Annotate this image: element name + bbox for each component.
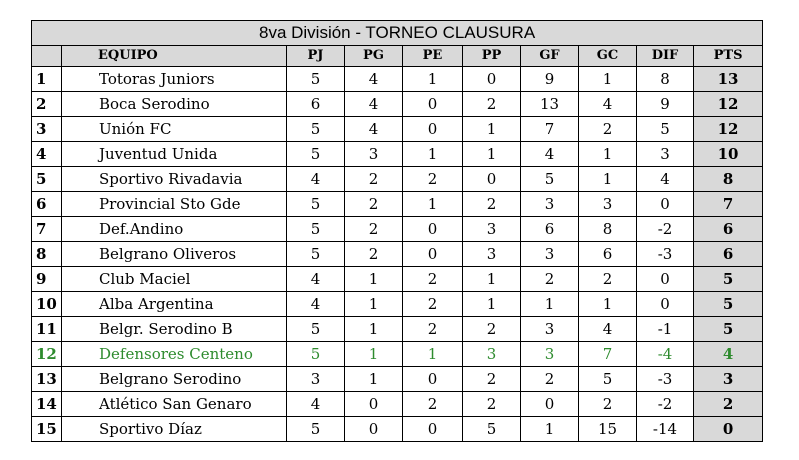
points-cell: 3	[694, 367, 763, 392]
position-cell: 14	[32, 392, 62, 417]
lost-cell: 5	[463, 417, 521, 442]
played-cell: 5	[287, 342, 345, 367]
table-row	[32, 142, 763, 167]
lost-cell: 3	[463, 242, 521, 267]
played-cell: 4	[287, 292, 345, 317]
standings-table	[31, 20, 763, 442]
goals-for-cell: 7	[521, 117, 579, 142]
goal-difference-cell: 5	[637, 117, 694, 142]
goals-for-cell: 0	[521, 392, 579, 417]
team-name-cell: Alba Argentina	[62, 292, 287, 317]
goals-against-cell: 8	[579, 217, 637, 242]
lost-cell: 0	[463, 167, 521, 192]
goals-against-cell: 1	[579, 292, 637, 317]
team-name-cell: Juventud Unida	[62, 142, 287, 167]
won-cell: 4	[345, 117, 403, 142]
position-cell: 9	[32, 267, 62, 292]
table-row	[32, 317, 763, 342]
played-cell: 5	[287, 142, 345, 167]
lost-cell: 2	[463, 192, 521, 217]
table-row	[32, 367, 763, 392]
header-lost: PP	[463, 46, 521, 67]
team-name-cell: Def.Andino	[62, 217, 287, 242]
points-cell: 5	[694, 317, 763, 342]
table-row	[32, 417, 763, 442]
points-cell: 10	[694, 142, 763, 167]
table-row	[32, 67, 763, 92]
team-name-cell: Unión FC	[62, 117, 287, 142]
points-cell: 2	[694, 392, 763, 417]
table-row	[32, 167, 763, 192]
lost-cell: 2	[463, 92, 521, 117]
goal-difference-cell: -2	[637, 392, 694, 417]
goal-difference-cell: 0	[637, 192, 694, 217]
played-cell: 5	[287, 242, 345, 267]
standings-body	[32, 67, 763, 442]
team-name-cell: Belgrano Oliveros	[62, 242, 287, 267]
drawn-cell: 0	[403, 92, 463, 117]
points-cell: 5	[694, 267, 763, 292]
played-cell: 5	[287, 117, 345, 142]
points-cell: 12	[694, 117, 763, 142]
points-cell: 6	[694, 217, 763, 242]
table-row	[32, 342, 763, 367]
goals-against-cell: 2	[579, 267, 637, 292]
played-cell: 4	[287, 267, 345, 292]
goals-for-cell: 13	[521, 92, 579, 117]
team-name-cell: Provincial Sto Gde	[62, 192, 287, 217]
points-cell: 13	[694, 67, 763, 92]
team-name-cell: Sportivo Rivadavia	[62, 167, 287, 192]
lost-cell: 0	[463, 67, 521, 92]
goals-against-cell: 1	[579, 167, 637, 192]
played-cell: 5	[287, 192, 345, 217]
header-team: EQUIPO	[62, 46, 287, 67]
lost-cell: 2	[463, 367, 521, 392]
position-cell: 11	[32, 317, 62, 342]
goal-difference-cell: 0	[637, 267, 694, 292]
won-cell: 0	[345, 417, 403, 442]
team-name-cell: Boca Serodino	[62, 92, 287, 117]
table-row	[32, 217, 763, 242]
played-cell: 4	[287, 167, 345, 192]
won-cell: 4	[345, 92, 403, 117]
goals-for-cell: 3	[521, 192, 579, 217]
points-cell: 8	[694, 167, 763, 192]
lost-cell: 1	[463, 267, 521, 292]
header-won: PG	[345, 46, 403, 67]
position-cell: 6	[32, 192, 62, 217]
goals-for-cell: 1	[521, 292, 579, 317]
table-row	[32, 192, 763, 217]
played-cell: 5	[287, 317, 345, 342]
position-cell: 12	[32, 342, 62, 367]
goals-for-cell: 6	[521, 217, 579, 242]
drawn-cell: 2	[403, 167, 463, 192]
lost-cell: 2	[463, 392, 521, 417]
header-played: PJ	[287, 46, 345, 67]
goal-difference-cell: 4	[637, 167, 694, 192]
drawn-cell: 0	[403, 117, 463, 142]
table-title: 8va División - TORNEO CLAUSURA	[32, 21, 763, 46]
goals-against-cell: 1	[579, 67, 637, 92]
goals-for-cell: 2	[521, 367, 579, 392]
goals-against-cell: 4	[579, 92, 637, 117]
goals-against-cell: 6	[579, 242, 637, 267]
goal-difference-cell: -2	[637, 217, 694, 242]
team-name-cell: Belgrano Serodino	[62, 367, 287, 392]
table-row	[32, 267, 763, 292]
team-name-cell: Club Maciel	[62, 267, 287, 292]
team-name-cell: Belgr. Serodino B	[62, 317, 287, 342]
won-cell: 1	[345, 342, 403, 367]
points-cell: 0	[694, 417, 763, 442]
table-row	[32, 117, 763, 142]
goal-difference-cell: -14	[637, 417, 694, 442]
goals-for-cell: 5	[521, 167, 579, 192]
position-cell: 15	[32, 417, 62, 442]
team-name-cell: Totoras Juniors	[62, 67, 287, 92]
position-cell: 13	[32, 367, 62, 392]
won-cell: 3	[345, 142, 403, 167]
team-name-cell: Sportivo Díaz	[62, 417, 287, 442]
drawn-cell: 1	[403, 342, 463, 367]
points-cell: 4	[694, 342, 763, 367]
drawn-cell: 1	[403, 67, 463, 92]
table-row	[32, 392, 763, 417]
played-cell: 4	[287, 392, 345, 417]
goals-against-cell: 3	[579, 192, 637, 217]
won-cell: 1	[345, 367, 403, 392]
lost-cell: 3	[463, 217, 521, 242]
drawn-cell: 1	[403, 142, 463, 167]
position-cell: 8	[32, 242, 62, 267]
won-cell: 1	[345, 317, 403, 342]
goal-difference-cell: 0	[637, 292, 694, 317]
lost-cell: 1	[463, 292, 521, 317]
position-cell: 1	[32, 67, 62, 92]
goals-for-cell: 2	[521, 267, 579, 292]
goal-difference-cell: 3	[637, 142, 694, 167]
header-drawn: PE	[403, 46, 463, 67]
position-cell: 3	[32, 117, 62, 142]
goals-for-cell: 1	[521, 417, 579, 442]
goals-for-cell: 3	[521, 317, 579, 342]
goals-against-cell: 7	[579, 342, 637, 367]
lost-cell: 3	[463, 342, 521, 367]
drawn-cell: 2	[403, 392, 463, 417]
position-cell: 4	[32, 142, 62, 167]
played-cell: 3	[287, 367, 345, 392]
drawn-cell: 0	[403, 242, 463, 267]
goal-difference-cell: 9	[637, 92, 694, 117]
header-goals-for: GF	[521, 46, 579, 67]
goals-against-cell: 2	[579, 117, 637, 142]
position-cell: 5	[32, 167, 62, 192]
won-cell: 2	[345, 192, 403, 217]
goal-difference-cell: 8	[637, 67, 694, 92]
goals-for-cell: 3	[521, 242, 579, 267]
won-cell: 2	[345, 217, 403, 242]
won-cell: 1	[345, 292, 403, 317]
drawn-cell: 2	[403, 317, 463, 342]
position-cell: 7	[32, 217, 62, 242]
won-cell: 0	[345, 392, 403, 417]
drawn-cell: 1	[403, 192, 463, 217]
drawn-cell: 2	[403, 292, 463, 317]
goals-against-cell: 2	[579, 392, 637, 417]
drawn-cell: 0	[403, 417, 463, 442]
won-cell: 4	[345, 67, 403, 92]
points-cell: 12	[694, 92, 763, 117]
column-header-row	[32, 46, 763, 67]
goals-against-cell: 1	[579, 142, 637, 167]
standings-table-container	[31, 20, 763, 442]
team-name-cell: Atlético San Genaro	[62, 392, 287, 417]
drawn-cell: 0	[403, 217, 463, 242]
table-row	[32, 292, 763, 317]
goals-for-cell: 4	[521, 142, 579, 167]
goal-difference-cell: -1	[637, 317, 694, 342]
goal-difference-cell: -3	[637, 367, 694, 392]
goals-for-cell: 3	[521, 342, 579, 367]
played-cell: 6	[287, 92, 345, 117]
header-goal-difference: DIF	[637, 46, 694, 67]
goals-against-cell: 4	[579, 317, 637, 342]
goals-against-cell: 5	[579, 367, 637, 392]
lost-cell: 1	[463, 117, 521, 142]
played-cell: 5	[287, 67, 345, 92]
goal-difference-cell: -4	[637, 342, 694, 367]
played-cell: 5	[287, 417, 345, 442]
header-points: PTS	[694, 46, 763, 67]
points-cell: 7	[694, 192, 763, 217]
won-cell: 1	[345, 267, 403, 292]
table-row	[32, 92, 763, 117]
goals-for-cell: 9	[521, 67, 579, 92]
position-cell: 2	[32, 92, 62, 117]
lost-cell: 2	[463, 317, 521, 342]
points-cell: 6	[694, 242, 763, 267]
played-cell: 5	[287, 217, 345, 242]
won-cell: 2	[345, 242, 403, 267]
lost-cell: 1	[463, 142, 521, 167]
goal-difference-cell: -3	[637, 242, 694, 267]
drawn-cell: 2	[403, 267, 463, 292]
header-position	[32, 46, 62, 67]
won-cell: 2	[345, 167, 403, 192]
header-goals-against: GC	[579, 46, 637, 67]
goals-against-cell: 15	[579, 417, 637, 442]
table-row	[32, 242, 763, 267]
points-cell: 5	[694, 292, 763, 317]
position-cell: 10	[32, 292, 62, 317]
drawn-cell: 0	[403, 367, 463, 392]
team-name-cell: Defensores Centeno	[62, 342, 287, 367]
